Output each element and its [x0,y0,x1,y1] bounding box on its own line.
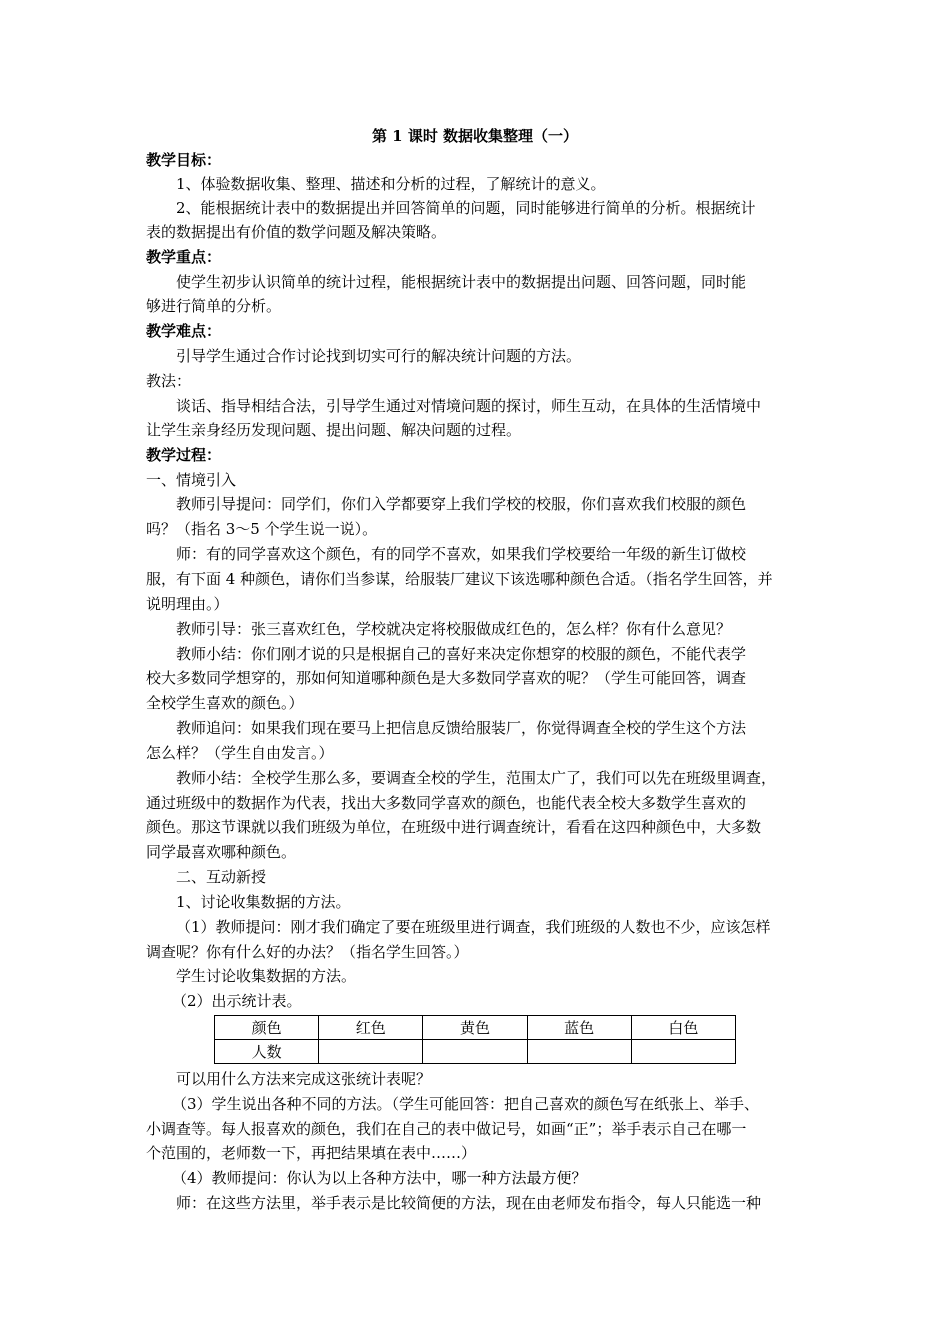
table-cell [423,1040,527,1064]
table-cell: 颜色 [215,1016,319,1040]
paragraph-line: 颜色。那这节课就以我们班级为单位，在班级中进行调查统计，看看在这四种颜色中，大多数 [146,818,762,836]
heading-difficulties: 教学难点： [146,322,222,340]
heading-process: 教学过程： [146,446,222,464]
table-cell: 黄色 [423,1016,527,1040]
paragraph-line: 1、体验数据收集、整理、描述和分析的过程，了解统计的意义。 [176,175,606,193]
heading-key-points: 教学重点： [146,248,222,266]
lesson-title: 第 1 课时 数据收集整理（一） [371,127,579,145]
table-header-row [215,1016,736,1040]
paragraph-line: 表的数据提出有价值的数学问题及解决策略。 [146,223,447,241]
paragraph-line: 教师引导：张三喜欢红色，学校就决定将校服做成红色的，怎么样？你有什么意见？ [176,620,732,638]
paragraph-line: （4）教师提问：你认为以上各种方法中，哪一种方法最方便？ [172,1169,587,1187]
paragraph-line: 小调查等。每人报喜欢的颜色，我们在自己的表中做记号，如画“正”；举手表示自己在哪一 [146,1120,747,1138]
color-survey-table [214,1015,736,1064]
paragraph-line: 全校学生喜欢的颜色。） [146,694,304,712]
paragraph-line: 说明理由。） [146,595,229,613]
paragraph-line: 师：在这些方法里，举手表示是比较简便的方法，现在由老师发布指令，每人只能选一种 [176,1194,762,1212]
paragraph-line: 个范围的，老师数一下，再把结果填在表中……） [146,1144,477,1162]
paragraph-line: 教师小结：你们刚才说的只是根据自己的喜好来决定你想穿的校服的颜色，不能代表学 [176,645,747,663]
paragraph-line: 吗？（指名 3～5 个学生说一说）。 [146,520,378,538]
table-cell: 白色 [631,1016,735,1040]
paragraph-line: 使学生初步认识简单的统计过程，能根据统计表中的数据提出问题、回答问题，同时能 [176,273,747,291]
table-cell [527,1040,631,1064]
paragraph-line: 学生讨论收集数据的方法。 [176,967,357,985]
table-row [215,1040,736,1064]
paragraph-line: 调查呢？你有什么好的办法？（指名学生回答。） [146,943,469,961]
paragraph-line: 师：有的同学喜欢这个颜色，有的同学不喜欢，如果我们学校要给一年级的新生订做校 [176,545,747,563]
paragraph-line: 教师追问：如果我们现在要马上把信息反馈给服装厂，你觉得调查全校的学生这个方法 [176,719,747,737]
paragraph-line: 可以用什么方法来完成这张统计表呢？ [176,1070,432,1088]
paragraph-line: （2）出示统计表。 [172,992,302,1010]
table-cell: 蓝色 [527,1016,631,1040]
paragraph-line: （1）教师提问：刚才我们确定了要在班级里进行调查，我们班级的人数也不少，应该怎样 [176,918,771,936]
paragraph-line: 怎么样？（学生自由发言。） [146,744,334,762]
heading-objectives: 教学目标： [146,151,222,169]
paragraph-line: 通过班级中的数据作为代表，找出大多数同学喜欢的颜色，也能代表全校大多数学生喜欢的 [146,794,747,812]
table-cell: 人数 [215,1040,319,1064]
paragraph-line: 够进行简单的分析。 [146,297,282,315]
paragraph-line: 让学生亲身经历发现问题、提出问题、解决问题的过程。 [146,421,522,439]
paragraph-line: 服，有下面 4 种颜色，请你们当参谋，给服装厂建议下该选哪种颜色合适。（指名学生回答，并 [146,570,773,588]
paragraph-line: 2、能根据统计表中的数据提出并回答简单的问题，同时能够进行简单的分析。根据统计 [176,199,756,217]
heading-methods: 教法： [146,372,192,390]
table-cell [319,1040,423,1064]
paragraph-line: （3）学生说出各种不同的方法。（学生可能回答：把自己喜欢的颜色写在纸张上、举手、 [172,1095,760,1113]
paragraph-line: 1、讨论收集数据的方法。 [176,893,351,911]
section-heading: 二、互动新授 [176,868,267,886]
paragraph-line: 同学最喜欢哪种颜色。 [146,843,297,861]
section-heading: 一、情境引入 [146,471,237,489]
paragraph-line: 引导学生通过合作讨论找到切实可行的解决统计问题的方法。 [176,347,582,365]
paragraph-line: 校大多数同学想穿的，那如何知道哪种颜色是大多数同学喜欢的呢？（学生可能回答，调查 [146,669,747,687]
paragraph-line: 教师引导提问：同学们，你们入学都要穿上我们学校的校服，你们喜欢我们校服的颜色 [176,495,747,513]
table-cell: 红色 [319,1016,423,1040]
table-cell [631,1040,735,1064]
paragraph-line: 教师小结：全校学生那么多，要调查全校的学生，范围太广了，我们可以先在班级里调查， [176,769,777,787]
paragraph-line: 谈话、指导相结合法，引导学生通过对情境问题的探讨，师生互动，在具体的生活情境中 [176,397,762,415]
